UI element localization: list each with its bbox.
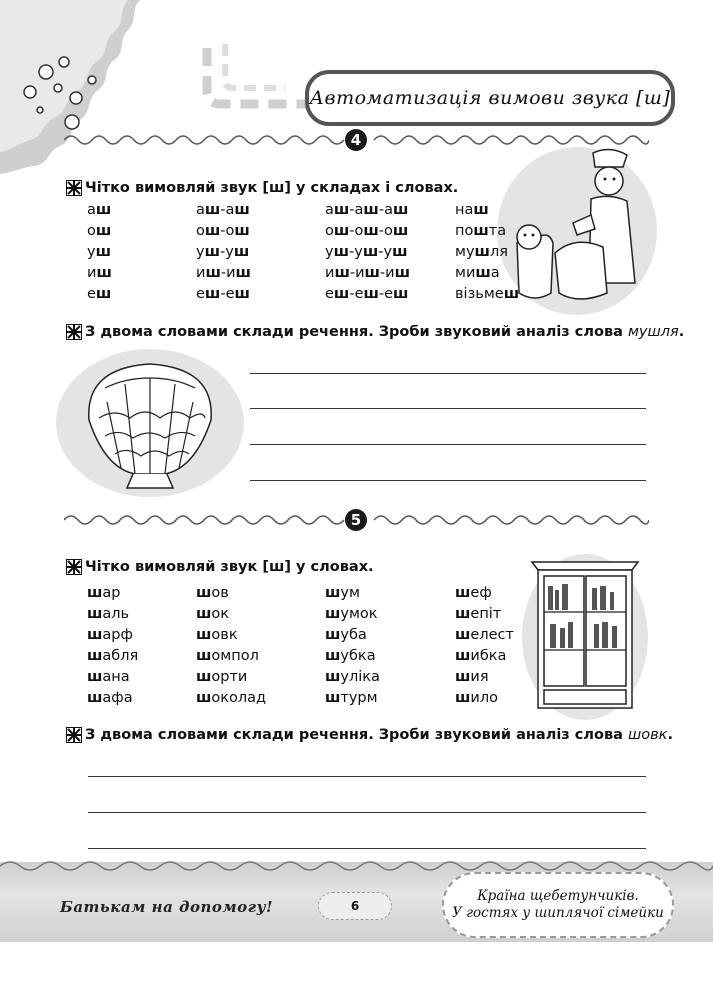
first-letter: ш [325, 669, 341, 685]
writing-line [88, 848, 646, 849]
first-letter: ш [455, 648, 471, 664]
first-letter: ш [87, 606, 103, 622]
cell-rest: орти [211, 669, 248, 685]
first-letter: ш [87, 669, 103, 685]
word [196, 606, 229, 622]
footer-wave [0, 856, 713, 872]
cell-rest: уба [340, 627, 367, 643]
shell-illustration [55, 348, 245, 498]
word [455, 286, 519, 302]
writing-line [88, 812, 646, 813]
word [325, 648, 376, 664]
page-number: 6 [318, 892, 392, 920]
footer-left-text: Батькам на допомогу! [60, 898, 274, 916]
syllable [87, 223, 111, 239]
first-letter: ш [196, 627, 212, 643]
task-instruction-text: Чітко вимовляй звук [ш] у складах і словах. [85, 180, 459, 196]
writing-line [88, 776, 646, 777]
word [455, 690, 498, 706]
word [196, 690, 266, 706]
first-letter: ш [196, 585, 212, 601]
cell-text: еш-еш-еш [325, 286, 409, 302]
word [325, 627, 367, 643]
word [196, 669, 247, 685]
word [87, 627, 133, 643]
syllable [196, 223, 250, 239]
cell-rest: аль [102, 606, 130, 622]
writing-line [250, 408, 646, 409]
cell-rest: ибка [470, 648, 507, 664]
cell-text: еш-еш [196, 286, 250, 302]
task-instruction [66, 324, 684, 340]
first-letter: ш [87, 627, 103, 643]
cell-text: аш-аш-аш [325, 202, 409, 218]
cell-rest: убка [340, 648, 376, 664]
first-letter: ш [196, 648, 212, 664]
page-title: Автоматизація вимови звука [ш] [305, 70, 675, 126]
task-instruction-text: З двома словами склади речення. Зроби звуковий аналіз слова [85, 727, 623, 743]
task-end: . [678, 324, 685, 340]
cell-text: мушля [455, 244, 508, 260]
cell-text: наш [455, 202, 489, 218]
task-keyword: шовк [627, 727, 668, 743]
cell-rest: ов [211, 585, 229, 601]
cell-text: візьмеш [455, 286, 520, 302]
word [196, 585, 229, 601]
cell-rest: еф [470, 585, 492, 601]
task-instruction [66, 180, 458, 196]
word [87, 669, 130, 685]
first-letter: ш [455, 606, 471, 622]
syllable [87, 244, 111, 260]
syllable [87, 265, 112, 281]
first-letter: ш [325, 606, 341, 622]
cell-rest: ум [340, 585, 360, 601]
syllable [196, 202, 250, 218]
word [87, 648, 138, 664]
first-letter: ш [87, 648, 103, 664]
word [325, 606, 378, 622]
cell-rest: ок [211, 606, 230, 622]
first-letter: ш [325, 690, 341, 706]
cell-text: иш [87, 265, 112, 281]
cell-rest: умок [340, 606, 378, 622]
syllable [87, 286, 111, 302]
cell-rest: епіт [470, 606, 502, 622]
syllable [325, 265, 410, 281]
word [455, 648, 506, 664]
cell-rest: овк [211, 627, 238, 643]
cell-text: уш-уш-уш [325, 244, 408, 260]
postman-illustration [495, 143, 660, 318]
word [455, 606, 501, 622]
task-instruction [66, 727, 673, 743]
first-letter: ш [325, 648, 341, 664]
cell-text: еш [87, 286, 112, 302]
cell-text: уш-уш [196, 244, 250, 260]
writing-line [250, 373, 646, 374]
task-marker-icon [66, 180, 82, 196]
cell-rest: ана [102, 669, 130, 685]
book-title-line-2: У гостях у шиплячої сімейки [452, 905, 664, 921]
word [455, 627, 514, 643]
syllable [196, 286, 250, 302]
cell-text: аш-аш [196, 202, 250, 218]
task-instruction [66, 559, 374, 575]
word [325, 690, 378, 706]
cell-rest: околад [211, 690, 267, 706]
task-marker-icon [66, 559, 82, 575]
cell-text: иш-иш [196, 265, 251, 281]
writing-line [250, 444, 646, 445]
word [455, 265, 500, 281]
word [455, 202, 489, 218]
syllable [325, 286, 408, 302]
cell-text: миша [455, 265, 500, 281]
first-letter: ш [455, 627, 471, 643]
cell-rest: ило [470, 690, 498, 706]
cell-rest: омпол [211, 648, 259, 664]
first-letter: ш [455, 690, 471, 706]
syllable [325, 223, 408, 239]
word [87, 690, 133, 706]
word [87, 606, 129, 622]
book-title-line-1: Країна щебетунчиків. [477, 888, 639, 904]
writing-line [250, 480, 646, 481]
cabinet-illustration [520, 552, 650, 722]
cell-rest: ар [102, 585, 121, 601]
section-number: 4 [345, 129, 367, 151]
cell-rest: турм [340, 690, 378, 706]
word [87, 585, 121, 601]
word [196, 648, 259, 664]
cell-text: ош [87, 223, 112, 239]
syllable [196, 265, 251, 281]
footer-book-title [442, 872, 674, 938]
word [325, 669, 380, 685]
first-letter: ш [87, 690, 103, 706]
first-letter: ш [325, 585, 341, 601]
first-letter: ш [455, 585, 471, 601]
task-instruction-text: Чітко вимовляй звук [ш] у словах. [85, 559, 374, 575]
cell-text: иш-иш-иш [325, 265, 410, 281]
first-letter: ш [196, 669, 212, 685]
cell-text: аш [87, 202, 112, 218]
cell-rest: абля [102, 648, 139, 664]
first-letter: ш [325, 627, 341, 643]
task-marker-icon [66, 324, 82, 340]
task-end: . [667, 727, 673, 743]
task-keyword: мушля [627, 324, 679, 340]
task-marker-icon [66, 727, 82, 743]
cell-text: уш [87, 244, 111, 260]
first-letter: ш [87, 585, 103, 601]
syllable [325, 244, 407, 260]
section-number: 5 [345, 509, 367, 531]
cell-rest: елест [470, 627, 514, 643]
word [196, 627, 238, 643]
cell-rest: уліка [340, 669, 380, 685]
first-letter: ш [455, 669, 471, 685]
word [325, 585, 360, 601]
task-instruction-text: З двома словами склади речення. Зроби звуковий аналіз слова [85, 324, 623, 340]
syllable [87, 202, 111, 218]
syllable [196, 244, 249, 260]
cell-rest: ия [470, 669, 489, 685]
cell-text: ош-ош [196, 223, 250, 239]
syllable [325, 202, 408, 218]
word [455, 585, 492, 601]
cell-text: ош-ош-ош [325, 223, 409, 239]
word [455, 223, 506, 239]
first-letter: ш [196, 606, 212, 622]
word [455, 669, 489, 685]
cell-rest: афа [102, 690, 133, 706]
cell-text: пошта [455, 223, 507, 239]
cell-rest: арф [102, 627, 133, 643]
word [455, 244, 508, 260]
first-letter: ш [196, 690, 212, 706]
